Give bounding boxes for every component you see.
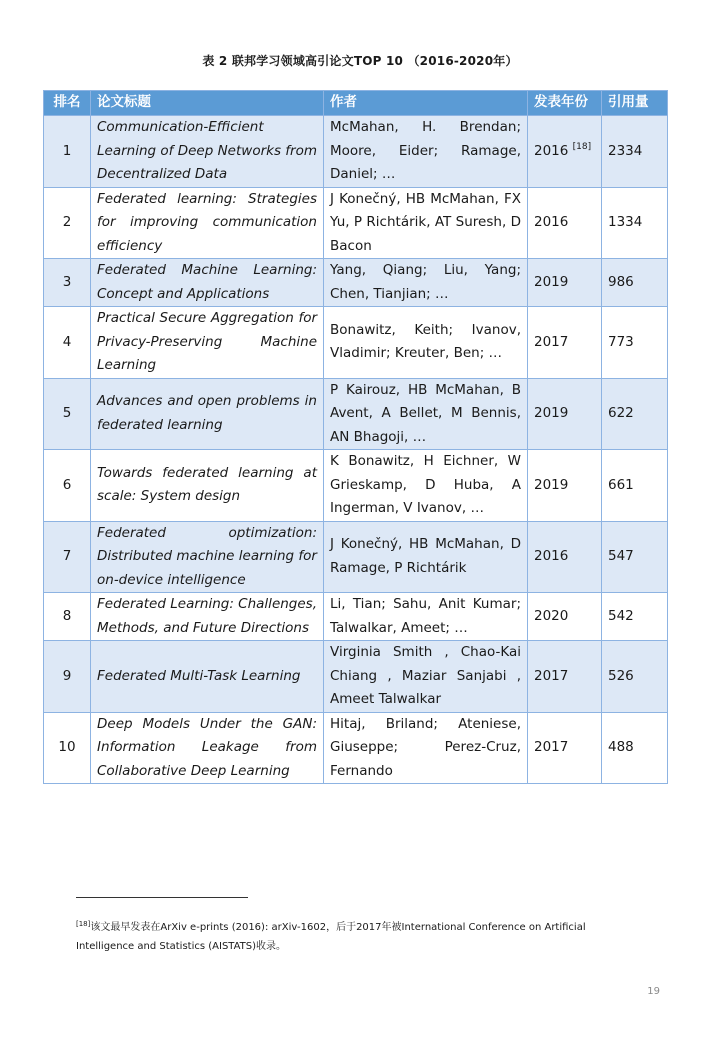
header-authors: 作者	[324, 91, 528, 116]
rank-cell: 4	[44, 307, 91, 379]
year-cell: 2016	[528, 521, 602, 593]
table-row	[44, 307, 668, 379]
title-cell: Towards federated learning at scale: System design	[91, 450, 324, 522]
authors-cell: Li, Tian; Sahu, Anit Kumar; Talwalkar, Ameet; …	[324, 593, 528, 641]
title-cell: Federated optimization: Distributed machine learning for on-device intelligence	[91, 521, 324, 593]
year-cell: 2017	[528, 712, 602, 784]
year-cell: 2019	[528, 450, 602, 522]
citations-cell: 2334	[602, 116, 668, 188]
rank-cell: 6	[44, 450, 91, 522]
citations-cell: 661	[602, 450, 668, 522]
year-cell: 2019	[528, 378, 602, 450]
table-row	[44, 378, 668, 450]
table-row	[44, 116, 668, 188]
rank-cell: 8	[44, 593, 91, 641]
authors-cell: K Bonawitz, H Eichner, W Grieskamp, D Huba, A Ingerman, V Ivanov, …	[324, 450, 528, 522]
citations-cell: 488	[602, 712, 668, 784]
citations-cell: 542	[602, 593, 668, 641]
footnote-divider	[76, 897, 248, 898]
table-row	[44, 712, 668, 784]
title-cell: Federated Multi-Task Learning	[91, 641, 324, 713]
title-cell: Advances and open problems in federated learning	[91, 378, 324, 450]
citations-cell: 986	[602, 259, 668, 307]
table-row	[44, 450, 668, 522]
footnote-line-1	[76, 918, 646, 937]
year-cell: 2017	[528, 307, 602, 379]
footnote	[76, 918, 646, 956]
table-row	[44, 521, 668, 593]
footnote-marker: [18]	[76, 920, 91, 928]
rank-cell: 3	[44, 259, 91, 307]
rank-cell: 5	[44, 378, 91, 450]
table-header-row	[44, 91, 668, 116]
citations-cell: 773	[602, 307, 668, 379]
year-cell: 2019	[528, 259, 602, 307]
rank-cell: 2	[44, 187, 91, 259]
title-cell: Federated Learning: Challenges, Methods, and Future Directions	[91, 593, 324, 641]
year-value: 2016	[534, 142, 569, 159]
year-cell	[528, 116, 602, 188]
title-cell: Practical Secure Aggregation for Privacy-Preserving Machine Learning	[91, 307, 324, 379]
page-number: 19	[647, 986, 660, 997]
rank-cell: 7	[44, 521, 91, 593]
citations-cell: 1334	[602, 187, 668, 259]
table-row	[44, 259, 668, 307]
authors-cell: J Konečný, HB McMahan, FX Yu, P Richtárik, AT Suresh, D Bacon	[324, 187, 528, 259]
table-caption: 表 2 联邦学习领域高引论文TOP 10 （2016-2020年）	[202, 54, 518, 68]
rank-cell: 10	[44, 712, 91, 784]
footnote-text-1: 该文最早发表在ArXiv e-prints (2016): arXiv-1602，后于2017年被International Conference on Artificial	[90, 922, 586, 933]
table-row	[44, 641, 668, 713]
header-title: 论文标题	[91, 91, 324, 116]
header-year: 发表年份	[528, 91, 602, 116]
header-citations: 引用量	[602, 91, 668, 116]
authors-cell: P Kairouz, HB McMahan, B Avent, A Bellet, M Bennis, AN Bhagoji, …	[324, 378, 528, 450]
authors-cell: Virginia Smith , Chao-Kai Chiang , Maziar Sanjabi , Ameet Talwalkar	[324, 641, 528, 713]
rank-cell: 9	[44, 641, 91, 713]
title-cell: Deep Models Under the GAN: Information Leakage from Collaborative Deep Learning	[91, 712, 324, 784]
year-cell: 2016	[528, 187, 602, 259]
footnote-line-2: Intelligence and Statistics (AISTATS)收录。	[76, 941, 287, 952]
authors-cell: Hitaj, Briland; Ateniese, Giuseppe; Perez-Cruz, Fernando	[324, 712, 528, 784]
authors-cell: Yang, Qiang; Liu, Yang; Chen, Tianjian; …	[324, 259, 528, 307]
table-row	[44, 593, 668, 641]
table-row	[44, 187, 668, 259]
title-cell: Federated Machine Learning: Concept and Applications	[91, 259, 324, 307]
footnote-reference: [18]	[572, 141, 592, 152]
title-cell: Federated learning: Strategies for improving communication efficiency	[91, 187, 324, 259]
top10-papers-table	[43, 90, 668, 784]
header-rank: 排名	[44, 91, 91, 116]
year-cell: 2020	[528, 593, 602, 641]
year-cell: 2017	[528, 641, 602, 713]
citations-cell: 547	[602, 521, 668, 593]
title-cell: Communication-Efficient Learning of Deep Networks from Decentralized Data	[91, 116, 324, 188]
authors-cell: J Konečný, HB McMahan, D Ramage, P Richtárik	[324, 521, 528, 593]
citations-cell: 526	[602, 641, 668, 713]
rank-cell: 1	[44, 116, 91, 188]
authors-cell: Bonawitz, Keith; Ivanov, Vladimir; Kreuter, Ben; …	[324, 307, 528, 379]
citations-cell: 622	[602, 378, 668, 450]
authors-cell: McMahan, H. Brendan; Moore, Eider; Ramage, Daniel; …	[324, 116, 528, 188]
